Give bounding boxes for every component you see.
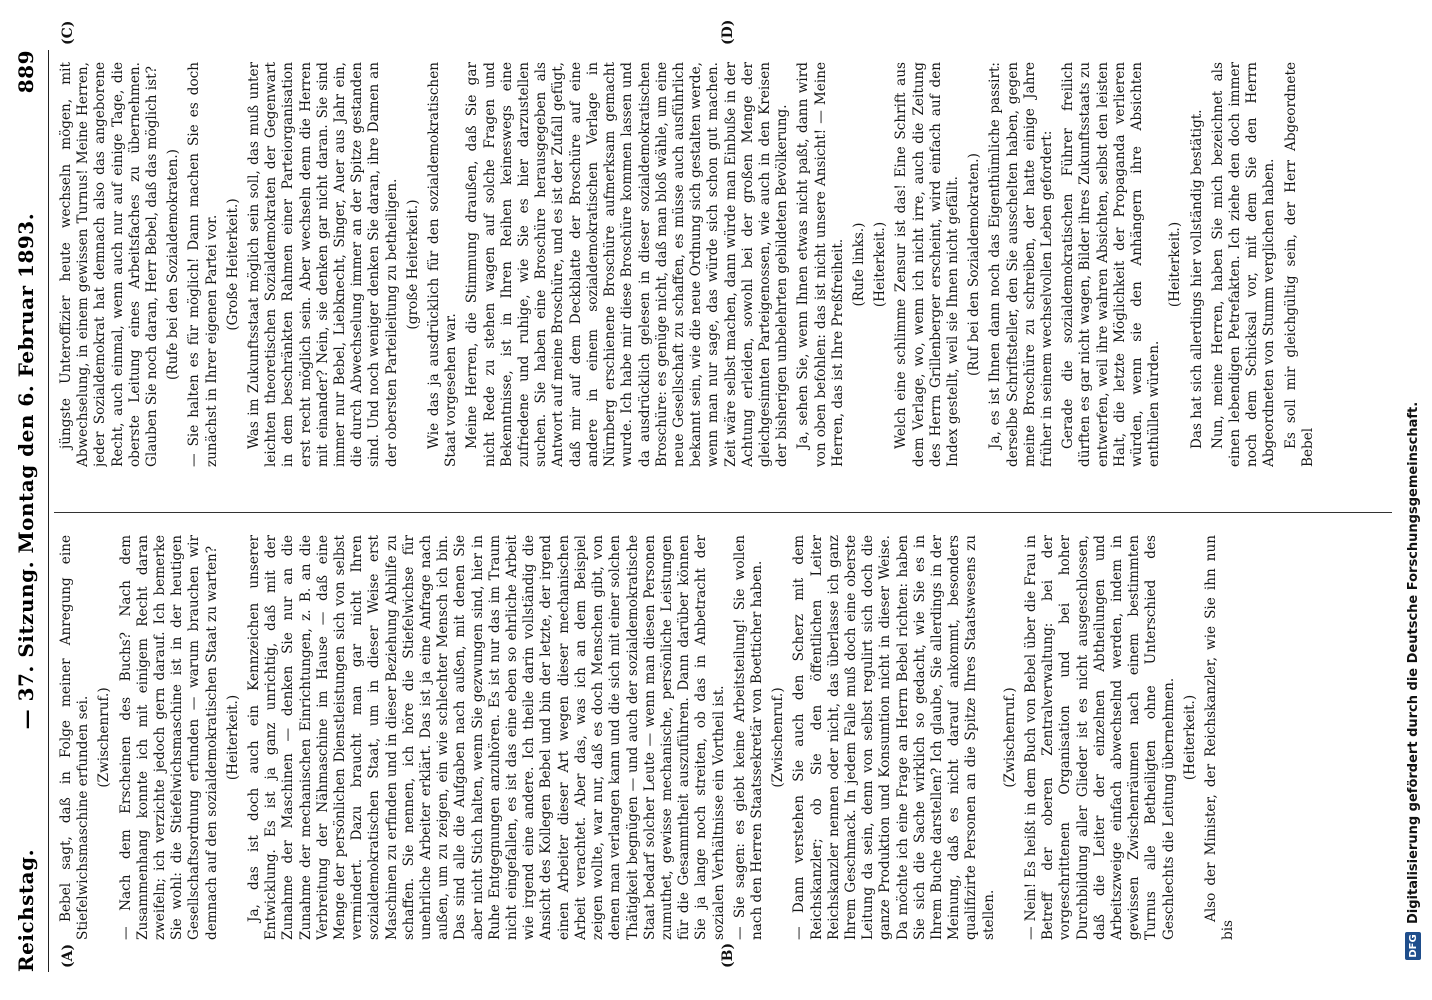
stage-direction: (Heiterkeit.) [872, 221, 889, 308]
margin-marker-b: (B) [720, 942, 736, 968]
margin-marker-a: (A) [60, 943, 76, 968]
paragraph: Ja, das ist doch auch ein Kennzeichen unserer Entwicklung. Es ist ja ganz unrichtig, daß mit der Zunahme der Maschinen — denken Sie nur an die Zunahme der mechanischen Einrichtungen, z. B. an die Verbreitung der Nähmaschine im Hause — daß eine Menge der persönlichen Dienstleistungen sich von selbst vermindert. Dazu braucht man gar nicht Ihren sozialdemokratischen Staat, um in dieser Weise erst Maschinen zu erfinden und in dieser Beziehung Abhilfe zu schaffen. Sie nennen, ich höre die Stiefelwichse für unehrliche Arbeiter erklärt. Das ist ja eine Anfrage nach außen, um zu zeigen, ein wie schlechter Mensch ich bin. Das sind alle die Aufgaben nach außen, mit denen Sie aber nicht Stich halten, wenn Sie gezwungen sind, hier in Ruhe Entgegnungen anzuhören. Es ist nur das im Traum nicht eingefallen, es ist das eine eben so ehrliche Arbeit wie irgend eine andere. Ich theile darin vollständig die Ansicht des Kollegen Bebel und bin der letzte, der irgend einen Arbeiter dieser Art wegen dieser mechanischen Arbeit verachtet. Aber das, was ich an dem Beispiel zeigen wollte, war nur, daß es doch Menschen gibt, von denen man verlangen kann und die sich mit einer solchen Thätigkeit begnügen — und auch der sozialdemokratische Staat bedarf solcher Leute — wenn man diesen Personen zumuthet, gewisse mechanische, persönliche Leistungen für die Gesammtheit auszuführen. Dann darüber können Sie ja lange noch streiten, ob das in Anbetracht der sozialen Verhältnisse ein Vortheil ist. [246, 535, 727, 940]
page-header [14, 50, 49, 972]
stage-direction: (Rufe links.) [850, 222, 867, 307]
left-text-column [58, 535, 1392, 940]
stage-direction: (große Heiterkeit.) [404, 199, 421, 330]
header-center: — 37. Sitzung. Montag den 6. Februar 1893. [14, 212, 38, 730]
paragraph: Das hat sich allerdings hier vollständig bestätigt. [1188, 109, 1205, 449]
dfg-logo: DFG [1405, 932, 1421, 960]
page-footer [1402, 40, 1424, 960]
paragraph: Gerade die sozialdemokratischen Führer freilich dürften es gar nicht wagen, Bilder ihres Zukunftsstaats zu entwerfen, weil ihre wahren Absichten, selbst den leisten Halt, die letzte Möglichkeit der Propaganda verlieren würden, wenn sie den Anhängern ihre Absichten enthüllen würden. [1060, 62, 1163, 467]
stage-direction: (Heiterkeit.) [1167, 221, 1184, 308]
header-left: Reichstag. [14, 848, 38, 972]
paragraph: Nun, meine Herren, haben Sie mich bezeichnet als einen lebendigen Petrefakten. Ich ziehe den doch immer noch dem Schicksal vor, mit dem Sie den Herrn Abgeordneten von Stumm verglichen haben. [1209, 62, 1278, 467]
paragraph: — Sie halten es für möglich! Dann machen Sie es doch zunächst in Ihrer eigenen Partei vor. [186, 62, 220, 467]
stage-direction: (Zwischenruf.) [96, 687, 113, 788]
paragraph: Was im Zukunftsstaat möglich sein soll, das muß unter leichten theoretischen Sozialdemokraten der Gegenwart in dem beschränkten Rahmen einer Parteiorganisation erst recht möglich sein. Aber wechseln denn die Herren mit einander? Nein, sie denken gar nicht daran. Sie sind immer nur Bebel, Liebknecht, Singer, Auer aus Jahr ein, die durch Abwechselung immer an der Spitze gestanden sind. Und noch weniger denken Sie daran, ihre Damen an der obersten Parteileitung zu betheiligen. [246, 62, 400, 467]
paragraph: — Dann verstehen Sie auch den Scherz mit dem Reichskanzler; ob Sie den öffentlichen Leiter Reichskanzler nennen oder nicht, das überlasse ich ganz Ihrem Geschmack. In jedem Falle muß doch eine oberste Leitung da sein, denn von selbst regulirt sich doch die ganze Produktion und Konsumtion nicht in dieser Weise. Da möchte ich eine Frage an Herrn Bebel richten: haben Sie sich die Sache wirklich so gedacht, wie Sie es in Ihrem Buche darstellen? Ich glaube, Sie allerdings in der Meinung, daß es nicht darauf ankommt, besonders qualifizirte Personen an die Spitze Ihres Staatswesens zu stellen. [791, 535, 997, 940]
paragraph: Wie das ja ausdrücklich für den sozialdemokratischen Staat vorgesehen war. [426, 62, 460, 467]
paragraph: Ja, sehen Sie, wenn Ihnen etwas nicht paßt, dann wird von oben befohlen: das ist nicht unsere Ansicht! — Meine Herren, das ist Ihre Preßfreiheit. [795, 62, 846, 467]
page-number: 889 [14, 50, 38, 94]
paragraph: jüngste Unteroffizier heute wechseln mögen, mit Abwechselung, in einem gewissen Turnus! Meine Herren, jeder Sozialdemokrat hat demnach also das angeborene Recht, auch einmal, wenn auch nur auf einige Tage, die oberste Leitung eines Arbeitsfaches zu übernehmen. Glauben Sie noch daran, Herr Bebel, daß das möglich ist? [58, 62, 161, 467]
paragraph: Bebel sagt, daß in Folge meiner Anregung eine Stiefelwichsmaschine erfunden sei. [58, 535, 92, 940]
stage-direction: (Zwischenruf.) [1001, 687, 1018, 788]
column-divider [54, 512, 1392, 513]
stage-direction: (Zwischenruf.) [770, 687, 787, 788]
margin-marker-d: (D) [720, 19, 736, 45]
margin-marker-c: (C) [60, 20, 76, 45]
stage-direction: (Heiterkeit.) [224, 694, 241, 781]
stage-direction: (Heiterkeit.) [1181, 694, 1198, 781]
paragraph: Meine Herren, die Stimmung draußen, daß Sie gar nicht Rede zu stehen wagen auf solche Fragen und Bekenntnisse, ist in Ihren Reihen keineswegs eine zufriedene und ruhige, wie Sie es hier darzustellen suchen. Sie haben eine Broschüre herausgegeben als Antwort auf meine Broschüre, und es ist der Zufall gefügt, daß mir auf dem Deckblatte der Broschüre auf eine andere in einem sozialdemokratischen Verlage in Nürnberg erschienene Broschüre aufmerksam gemacht wurde. Ich habe mir diese Broschüre kommen lassen und da ausdrücklich gelesen in dieser sozialdemokratischen Broschüre: es genüge nicht, daß man bloß wähle, um eine neue Gesellschaft zu schaffen, es müsse auch ausführlich bekannt sein, wie die neue Ordnung sich gestalten werde, wenn man nur sage, das würde sich schon gut machen. Zeit wäre selbst machen, dann würde man Einbuße in der Achtung erleiden, sowohl bei der großen Menge der gleichgesinnten Parteigenossen, wie auch in den Kreisen der bisherigen unbelehrten gebildeten Bevölkerung. [464, 62, 791, 467]
paragraph: Welch eine schlimme Zensur ist das! Eine Schrift aus dem Verlage, wo, wenn ich nicht irre, auch die Zeitung des Herrn Grillenberger erscheint, wird einfach auf den Index gestellt, weil sie Ihnen nicht gefällt. [893, 62, 961, 467]
stage-direction: (Große Heiterkeit.) [224, 198, 241, 331]
stage-direction: (Ruf bei den Sozialdemokraten.) [966, 153, 983, 376]
paragraph: Ja, es ist Ihnen dann noch das Eigenthümliche passirt: derselbe Schriftsteller, den Sie ausschelten haben, gegen meine Broschüre zu schreiben, der hatte einige Jahre früher in seinem wechselvollen Leben gefordert: [987, 62, 1055, 467]
paragraph: — Nein! Es heißt in dem Buch von Bebel über die Frau in Betreff der oberen Zentralverwaltung: bei der vorgeschrittenen Organisation und bei hoher Durchbildung aller Glieder ist es nicht ausgeschlossen, daß die Leiter der einzelnen Abtheilungen und Arbeitszweige einfach abwechselnd werden, indem in gewissen Zwischenräumen nach einem bestimmten Turnus alle Betheiligten ohne Unterschied des Geschlechts die Leitung übernehmen. [1022, 535, 1177, 940]
stage-direction: (Rufe bei den Sozialdemokraten.) [165, 149, 182, 380]
paragraph: — Nach dem Erscheinen des Buchs? Nach dem Zusammenhang konnte ich mit einigem Recht daran zweifeln; ich verzichte jedoch gern darauf. Ich bemerke Sie wohl: die Stiefelwichsmaschine ist in der heutigen Gesellschaftsordnung erfunden — warum brauchen wir demnach auf den sozialdemokratischen Staat zu warten? [117, 535, 220, 940]
paragraph: Also der Minister, der Reichskanzler, wie Sie ihn nun bis [1203, 535, 1237, 940]
footer-credit: Digitalisierung gefördert durch die Deutsche Forschungsgemeinschaft. [1405, 401, 1421, 924]
paragraph: Es soll mir gleichgültig sein, der Herr Abgeordnete Bebel [1282, 62, 1316, 467]
right-text-column [58, 62, 1392, 467]
paragraph: — Sie sagen: es giebt keine Arbeitsteilung! Sie wollen nach den Herren Staatssekretär von Boetticher haben. [731, 535, 765, 940]
